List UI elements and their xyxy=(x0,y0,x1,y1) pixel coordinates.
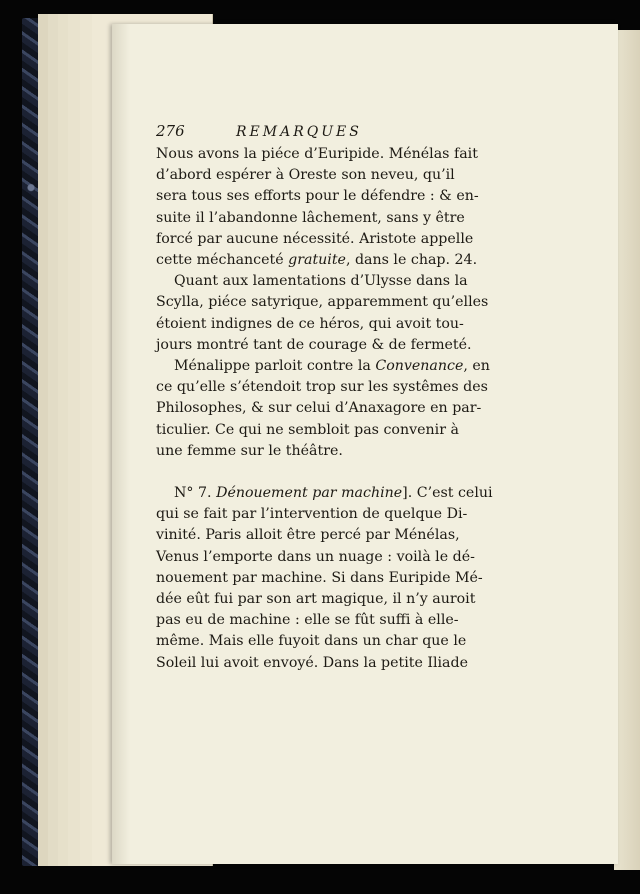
text-line: une femme sur le théâtre. xyxy=(156,442,343,459)
paragraph-1 xyxy=(156,144,479,271)
text-line: sera tous ses efforts pour le défendre : & en- xyxy=(156,188,479,205)
text-line: ticulier. Ce qui ne sembloit pas convenir à xyxy=(156,421,459,438)
text-line: forcé par aucune nécessité. Aristote appelle xyxy=(156,230,474,247)
text-line: Philosophes, & sur celui d’Anaxagore en par- xyxy=(156,400,482,417)
text-line: d’abord espérer à Oreste son neveu, qu’il xyxy=(156,167,455,184)
italic-term: Dénouement par machine xyxy=(216,485,403,502)
text-line: jours montré tant de courage & de fermeté. xyxy=(156,336,472,353)
paragraph-3 xyxy=(156,356,490,462)
text-line: Venus l’emporte dans un nuage : voilà le dé- xyxy=(156,548,475,565)
text-run: N° 7. xyxy=(174,485,217,502)
text-line xyxy=(156,250,478,271)
text-run: Ménalippe parloit contre la xyxy=(174,358,376,375)
paragraph-2 xyxy=(156,271,489,356)
text-run: ]. C’est celui xyxy=(402,485,493,502)
text-line: pas eu de machine : elle se fût suffi à elle- xyxy=(156,612,459,629)
text-line: Quant aux lamentations d’Ulysse dans la xyxy=(174,273,468,290)
text-line: dée eût fui par son art magique, il n’y auroit xyxy=(156,591,476,608)
text-line: Nous avons la piéce d’Euripide. Ménélas fait xyxy=(156,146,478,162)
text-run: , en xyxy=(463,358,490,375)
text-run: , dans le chap. 24. xyxy=(345,252,478,269)
text-line: étoient indignes de ce héros, qui avoit tou- xyxy=(156,315,464,332)
text-run: cette méchanceté xyxy=(156,252,289,269)
italic-term: Convenance xyxy=(375,358,464,375)
paragraph-4 xyxy=(156,483,493,674)
text-line: même. Mais elle fuyoit dans un char que le xyxy=(156,633,467,650)
text-line: ce qu’elle s’étendoit trop sur les systêmes des xyxy=(156,379,488,396)
running-head: REMARQUES xyxy=(236,124,362,140)
text-line xyxy=(156,356,490,377)
text-line: Soleil lui avoit envoyé. Dans la petite Iliade xyxy=(156,654,468,671)
text-line: vinité. Paris alloit être percé par Ménélas, xyxy=(156,527,460,544)
italic-term: gratuite xyxy=(288,252,346,269)
text-line: nouement par machine. Si dans Euripide Mé- xyxy=(156,569,483,586)
text-line xyxy=(156,483,493,504)
text-line: qui se fait par l’intervention de quelque Di- xyxy=(156,506,468,523)
text-line: Scylla, piéce satyrique, apparemment qu’elles xyxy=(156,294,489,311)
paragraph-gap xyxy=(156,462,446,483)
page-text xyxy=(156,122,493,674)
page-number: 276 xyxy=(156,122,185,140)
page-header xyxy=(156,122,446,144)
text-line: suite il l’abandonne lâchement, sans y être xyxy=(156,209,465,226)
